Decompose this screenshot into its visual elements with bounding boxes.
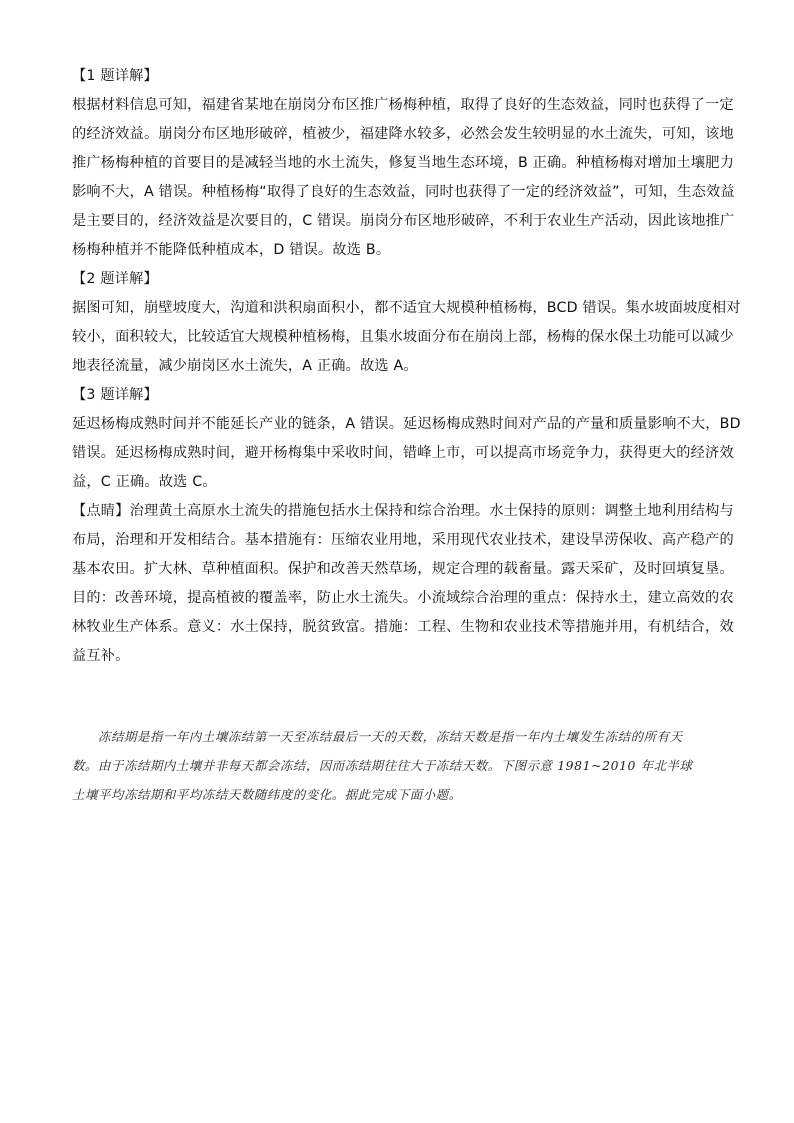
tip-first-text: 治理黄土高原水土流失的措施包括水土保持和综合治理。水土保持的原则：调整土地利用结构与 — [129, 503, 734, 519]
q1-line: 影响不大，A 错误。种植杨梅“取得了良好的生态效益，同时也获得了一定的经济效益”，可知，生态效益 — [72, 184, 735, 200]
q2-line: 较小，面积较大，比较适宜大规模种植杨梅，且集水坡面分布在崩岗上部，杨梅的保水保土功能可以减少 — [72, 329, 734, 345]
q3-line: 延迟杨梅成熟时间并不能延长产业的链条，A 错误。延迟杨梅成熟时间对产品的产量和质量影响不大，BD — [72, 416, 741, 432]
tip-line: 基本农田。扩大林、草种植面积。保护和改善天然草场，规定合理的载畜量。露天采矿，及时回填复垦。 — [72, 561, 734, 577]
tip-line: 益互补。 — [72, 648, 130, 664]
q1-line: 根据材料信息可知，福建省某地在崩岗分布区推广杨梅种植，取得了良好的生态效益，同时也获得了一定 — [72, 97, 734, 113]
q1-line: 推广杨梅种植的首要目的是减轻当地的水土流失，修复当地生态环境，B 正确。种植杨梅对增加土壤肥力 — [72, 155, 735, 171]
q1-line: 的经济效益。崩岗分布区地形破碎，植被少，福建降水较多，必然会发生较明显的水土流失，可知，该地 — [72, 126, 734, 142]
tip-line: 目的：改善环境，提高植被的覆盖率，防止水土流失。小流域综合治理的重点：保持水土，建立高效的农 — [72, 590, 734, 606]
q1-line: 是主要目的，经济效益是次要目的，C 错误。崩岗分布区地形破碎，不利于农业生产活动，因此该地推广 — [72, 213, 735, 229]
answer-explanations — [72, 62, 741, 671]
tip-first-line — [72, 497, 734, 526]
intro-line: 冻结期是指一年内土壤冻结第一天至冻结最后一天的天数，冻结天数是指一年内土壤发生冻结的所有天 — [98, 729, 683, 744]
tip-line: 林牧业生产体系。意义：水土保持，脱贫致富。措施：工程、生物和农业技术等措施并用，有机结合，效 — [72, 619, 734, 635]
q3-heading: 【3 题详解】 — [72, 387, 158, 403]
q2-line: 地表径流量，减少崩岗区水土流失，A 正确。故选 A。 — [72, 358, 418, 374]
q1-heading: 【1 题详解】 — [72, 68, 158, 84]
q3-line: 错误。延迟杨梅成熟时间，避开杨梅集中采收时间，错峰上市，可以提高市场竞争力，获得更大的经济效 — [72, 445, 734, 461]
tip-line: 布局，治理和开发相结合。基本措施有：压缩农业用地，采用现代农业技术，建设旱涝保收、高产稳产的 — [72, 532, 734, 548]
q2-line: 据图可知，崩壁坡度大，沟道和洪积扇面积小，都不适宜大规模种植杨梅，BCD 错误。集水坡面坡度相对 — [72, 300, 741, 316]
q3-line: 益，C 正确。故选 C。 — [72, 474, 217, 490]
next-question-intro — [72, 722, 722, 809]
q2-heading: 【2 题详解】 — [72, 271, 158, 287]
q1-line: 杨梅种植并不能降低种植成本，D 错误。故选 B。 — [72, 242, 391, 258]
intro-line: 数。由于冻结期内土壤并非每天都会冻结，因而冻结期往往大于冻结天数。下图示意 1981~2010 年北半球 — [72, 758, 693, 773]
intro-line: 土壤平均冻结期和平均冻结天数随纬度的变化。据此完成下面小题。 — [72, 787, 462, 802]
tip-label: 【点睛】 — [72, 503, 130, 519]
